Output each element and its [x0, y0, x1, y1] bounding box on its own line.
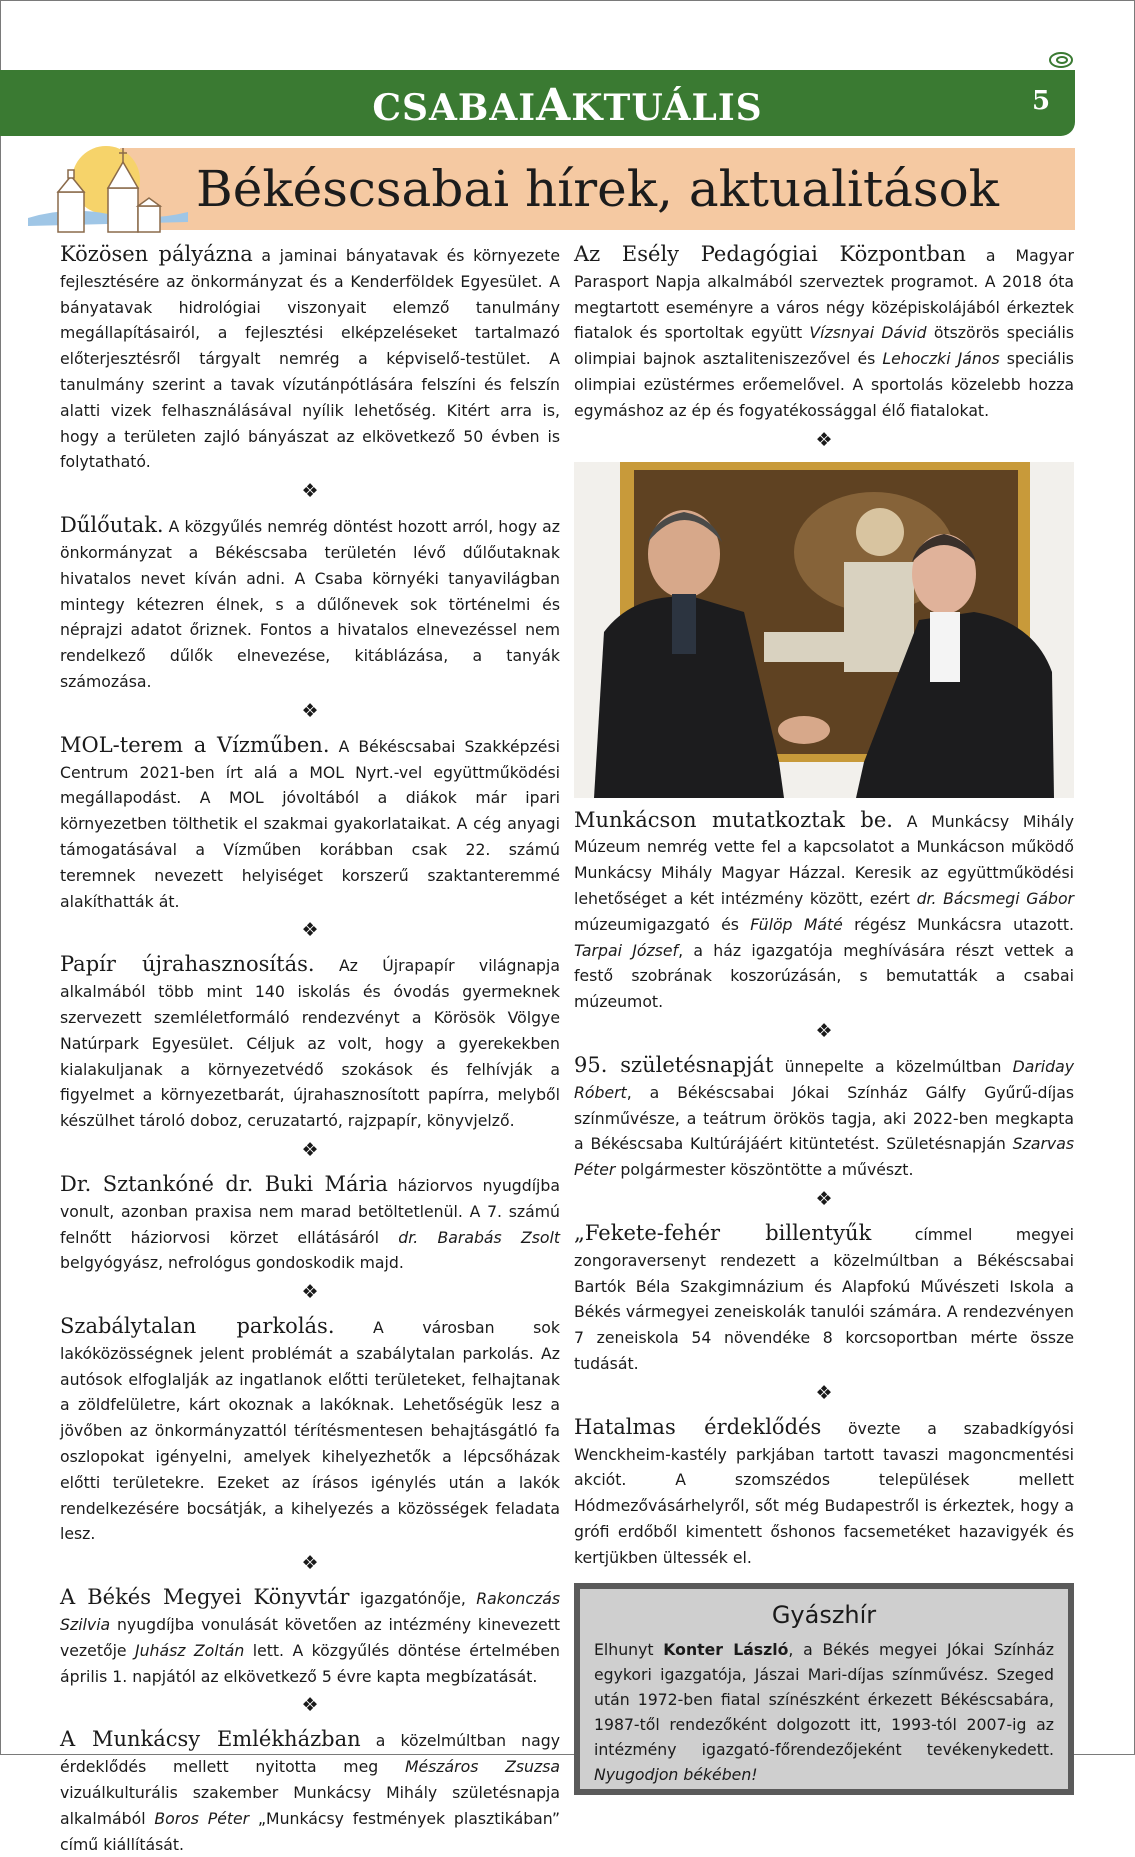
article-parasport-day: Az Esély Pedagógiai Központban a Magyar Parasport Napja alkalmából szerveztek programot. A 2018 óta megtartott eseményre a város négy középiskolájából érkeztek fiatalok és sportoltak együtt Vízsnyai Dávid ötszörös speciális olimpiai bajnok asztaliteniszezővel és Lehoczki János speciális olimpiai ezüstérmes erőemelővel. A sportolás közelebb hozza egymáshoz az ép és fogyatékossággal élő fiatalokat. [574, 242, 1074, 420]
four-diamond-ornament-icon: ❖ [815, 1187, 833, 1210]
article-seedling-rescue: Hatalmas érdeklődés övezte a szabadkígyósi Wenckheim-kastély parkjában tartott tavaszi magoncmentési akciót. A szomszédos települések mellett Hódmezővásárhelyről, sőt még Budapestről is érkeztek, hogy a grófi erdőből kimentett őshonos facsemetéket hazavigyék és kertjükben ültessék el. [574, 1414, 1074, 1567]
four-diamond-ornament-icon: ❖ [301, 699, 319, 722]
article-parking: Szabálytalan parkolás. A városban sok lakóközösségnek jelent problémát a szabálytalan parkolás. Az autósok elfoglalják az ingatlanok előtti területeket, felhajtanak a zöldfelületre, kárt okoznak a lakóknak. Lehetőségük lesz a jövőben az önkormányzattól térítésmentesen behajtásgátló fa oszlopokat igényelni, amelyek kihelyezhetők a lépcsőházak előtti területekre. Ezeket az írásos igénylés után a lakók rendelkezésére bocsátják, a kihelyezés a közösségek feladata lesz. [60, 1314, 560, 1544]
article-mol-room: MOL-terem a Vízműben. A Békéscsabai Szakképzési Centrum 2021-ben írt alá a MOL Nyrt.-vel együttműködési megállapodást. A MOL jóvoltából a diákok már ipari környezetben tölthetik el szakmai gyakorlataikat. A cég anyagi támogatásával a Vízműben korábban csak 22. számú teremnek nevezett helyiséget korszerű szaktanteremmé alakíthatták át. [60, 732, 560, 911]
four-diamond-ornament-icon: ❖ [815, 428, 833, 451]
page-number: 5 [1032, 86, 1051, 116]
four-diamond-ornament-icon: ❖ [815, 1019, 833, 1042]
article-county-library: A Békés Megyei Könyvtár igazgatónője, Rakonczás Szilvia nyugdíjba vonulását követően az intézmény kinevezett vezetője Juhász Zoltán lett. A közgyűlés döntése értelmében április 1. napjától az elkövetkező 5 évre kapta megbízatását. [60, 1585, 560, 1686]
four-diamond-ornament-icon: ❖ [301, 1552, 319, 1575]
four-diamond-ornament-icon: ❖ [815, 1381, 833, 1404]
article-dirt-roads: Dűlőutak. A közgyűlés nemrég döntést hozott arról, hogy az önkormányzat a Békéscsaba területén lévő dűlőutaknak hivatalos nevet kíván adni. A Csaba környéki tanyavilágban mintegy kétezren élnek, s a dűlőnevek sok történelmi és néprajzi adatot őriznek. Fontos a hivatalos elnevezéssel nem rendelkező dűlők elnevezése, kitáblázása, a tanyák számozása. [60, 513, 560, 691]
four-diamond-ornament-icon: ❖ [301, 1281, 319, 1304]
article-munkacsy-memorial: A Munkácsy Emlékházban a közelmúltban nagy érdeklődés mellett nyitotta meg Mészáros Zsuzsa vizuálkulturális szakember Munkácsy Mihály születésnapja alkalmából Boros Péter „Munkácsy festmények plasztikában” című kiállítását. [60, 1727, 560, 1854]
left-column [60, 242, 560, 1857]
swirl-icon [1048, 50, 1074, 70]
obituary-title: Gyászhír [771, 1600, 877, 1629]
magazine-title: CSABAIAKTUÁLIS [372, 80, 763, 131]
four-diamond-ornament-icon: ❖ [301, 480, 319, 503]
banner-title: Békéscsabai hírek, aktualitások [196, 160, 999, 218]
four-diamond-ornament-icon: ❖ [301, 1694, 319, 1717]
article-munkacs-visit: Munkácson mutatkoztak be. A Munkácsy Mihály Múzeum nemrég vette fel a kapcsolatot a Munkácson működő Munkácsy Mihály Magyar Házzal. Keresik az együttműködési lehetőséget a két intézmény között, ezért dr. Bácsmegi Gábor múzeumigazgató és Fülöp Máté régész Munkácsra utazott. Tarpai József, a ház igazgatója meghívására részt vettek a festő szobrának koszorúzásán, s bemutatták a csabai múzeumot. [574, 807, 1075, 1012]
right-column [574, 242, 1074, 1795]
article-paper-recycling: Papír újrahasznosítás. Az Újrapapír világnapja alkalmából több mint 140 iskolás és óvodás gyermeknek szervezett szemléletformáló rendezvényt a Körösök Völgye Natúrpark Egyesület. Céljuk az volt, hogy a gyerekekben kialakuljanak a környezetvédő szokások és felhívják a figyelmet a környezetbarát, újrahasznosított papírra, melyből készülhet tároló doboz, ceruzatartó, rajzpapír, könyvjelző. [60, 952, 560, 1131]
article-doctor-retired: Dr. Sztankóné dr. Buki Mária háziorvos nyugdíjba vonult, azonban praxisa nem marad betöltetlenül. A 7. számú felnőtt háziorvosi körzet ellátásáról dr. Barabás Zsolt belgyógyász, nefrológus gondoskodik majd. [60, 1171, 560, 1273]
article-piano-competition: „Fekete-fehér billentyűk címmel megyei zongoraversenyt rendezett a közelmúltban a Békéscsabai Bartók Béla Szakgimnázium és Alapfokú Művészeti Iskola a Békés vármegyei zeneiskolák tanulói számára. A rendezvényen 7 zeneiskola 54 növendéke 8 korcsoportban mérte össze tudását. [574, 1220, 1075, 1373]
four-diamond-ornament-icon: ❖ [301, 1138, 319, 1161]
handshake-photo [574, 462, 1074, 798]
four-diamond-ornament-icon: ❖ [301, 919, 319, 942]
obituary-box [574, 1583, 1074, 1795]
article-95th-birthday: 95. születésnapját ünnepelte a közelmúltban Dariday Róbert, a Békéscsabai Jókai Színház Gálfy Gyűrű-díjas színművésze, a teátrum örökös tagja, aki 2022-ben megkapta a Békéscsaba Kultúrájáért kitüntetést. Születésnapján Szarvas Péter polgármester köszöntötte a művészt. [574, 1052, 1074, 1180]
obituary-text: Elhunyt Konter László, a Békés megyei Jókai Színház egykori igazgatója, Jászai Mari-díjas színművész. Szeged után 1972-ben fiatal színészként érkezett Békéscsabára, 1987-től rendezőként dolgozott itt, 1993-tól 2007-ig az intézmény igazgató-főrendezőjeként tevékenykedett. Nyugodjon békében! [594, 1639, 1054, 1784]
article-quarry-lakes: Közösen pályázna a jaminai bányatavak és környezete fejlesztésére az önkormányzat és a Kenderföldek Egyesület. A bányatavak hidrológiai viszonyait elemző tanulmány megállapításairól, a fejlesztési elképzeléseket tartalmazó előterjesztésről tárgyalt nemrég a képviselő-testület. A tanulmány szerint a tavak vízutánpótlására felszíni és felszín alatti vizek felhasználásával nyílik lehetőség. Kitért arra is, hogy a területen zajló bányászat az elkövetkező 50 évben is folytatható. [60, 242, 560, 472]
obituary-inner [580, 1589, 1068, 1789]
